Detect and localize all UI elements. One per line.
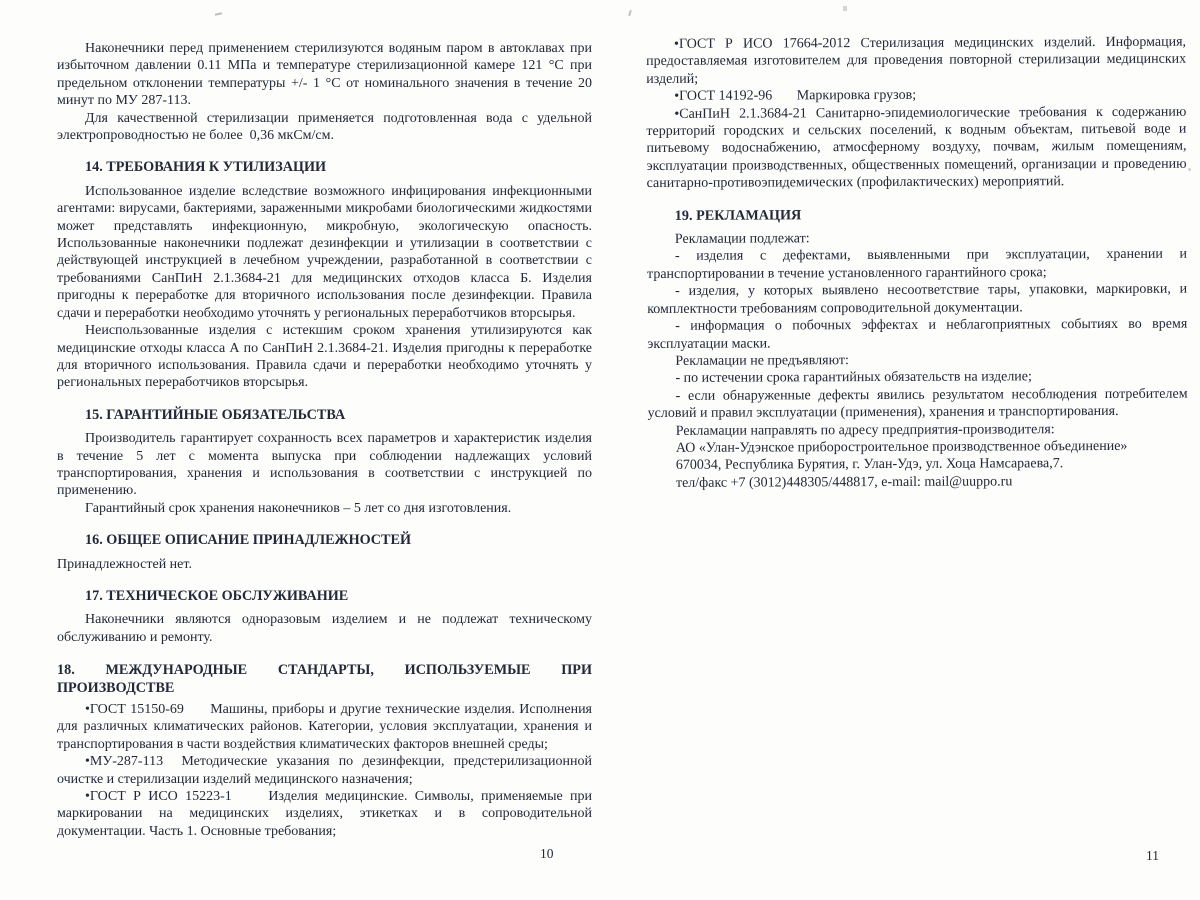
page-right — [646, 34, 1188, 493]
section-heading-14: 14. ТРЕБОВАНИЯ К УТИЛИЗАЦИИ — [85, 159, 327, 176]
paragraph: Для качественной стерилизации применяется подготовленная вода с удельной электропроводностью не более 0,36 мкСм/см. — [57, 110, 592, 144]
page-left — [57, 40, 592, 840]
paragraph: - если обнаруженные дефекты явились результатом несоблюдения потребителем условий и правил эксплуатации (применения), хранения и транспортирования. — [647, 386, 1188, 422]
section-heading-17: 17. ТЕХНИЧЕСКОЕ ОБСЛУЖИВАНИЕ — [85, 587, 349, 604]
paragraph: Наконечники перед применением стерилизуются водяным паром в автоклавах при избыточном давлении 0.11 МПа и температуре стерилизационной камере 121 °С при предельном отклонении температуры +/- 1 °С от номинального значения в течение 20 минут по МУ 287-113. — [57, 41, 592, 109]
page-number: 11 — [1146, 848, 1159, 863]
paragraph: Рекламации не предъявляют: — [675, 353, 849, 369]
paragraph: - по истечении срока гарантийных обязательств на изделие; — [675, 369, 1032, 387]
paragraph: Принадлежностей нет. — [57, 556, 192, 572]
bullet-item: •СанПиН 2.1.3684-21 Санитарно-эпидемиологические требования к содержанию территорий городских и сельских поселений, к водным объектам, питьевой воде и питьевому водоснабжению, атмосферному воздуху, почвам, жилым помещениям, эксплуатации производственных, общественных помещений, организации и проведению санитарно-противоэпидемических (профилактических) мероприятий. — [646, 104, 1187, 192]
paragraph: Производитель гарантирует сохранность всех параметров и характеристик изделия в течение 5 лет с момента выпуска при соблюдении надлежащих условий транспортирования, хранения и использования в соответствии с инструкцией по применению. — [57, 431, 592, 499]
paragraph: Гарантийный срок хранения наконечников – 5 лет со дня изготовления. — [85, 500, 512, 516]
paragraph: 670034, Республика Бурятия, г. Улан-Удэ, ул. Хоца Намсараева,7. — [675, 456, 1064, 474]
bullet-item: •ГОСТ 15150-69 Машины, приборы и другие технические изделия. Исполнения для различных климатических районов. Категории, условия эксплуатации, хранения и транспортирования в части воздействия климатических факторов внешней среды; — [57, 702, 592, 752]
paragraph: Рекламации направлять по адресу предприятия-производителя: — [675, 421, 1055, 439]
bullet-item: •ГОСТ 14192-96 Маркировка грузов; — [674, 88, 917, 105]
scan-artifact — [215, 12, 222, 15]
bullet-item: •МУ-287-113 Методические указания по дезинфекции, предстерилизационной очистке и стерилизации изделий медицинского назначения; — [57, 754, 592, 787]
paragraph: Наконечники являются одноразовым изделием и не подлежат техническому обслуживанию и ремонту. — [57, 612, 592, 645]
section-heading-15: 15. ГАРАНТИЙНЫЕ ОБЯЗАТЕЛЬСТВА — [85, 406, 346, 423]
section-heading-18: 18. МЕЖДУНАРОДНЫЕ СТАНДАРТЫ, ИСПОЛЬЗУЕМЫЕ ПРИ ПРОИЗВОДСТВЕ — [57, 662, 592, 696]
section-heading-19: 19. РЕКЛАМАЦИЯ — [674, 206, 802, 224]
bullet-item: •ГОСТ Р ИСО 15223-1 Изделия медицинские. Символы, применяемые при маркировании на медицинских изделиях, этикетках и в сопроводительной документации. Часть 1. Основные требования; — [57, 789, 592, 839]
paragraph: - изделия с дефектами, выявленными при эксплуатации, хранении и транспортировании в течение установленного гарантийного срока; — [647, 247, 1187, 282]
paragraph: Рекламации подлежат: — [674, 231, 810, 247]
section-heading-16: 16. ОБЩЕЕ ОПИСАНИЕ ПРИНАДЛЕЖНОСТЕЙ — [85, 532, 412, 549]
bullet-item: •ГОСТ Р ИСО 17664-2012 Стерилизация медицинских изделий. Информация, предоставляемая изготовителем для проведения повторной стерилизации медицинских изделий; — [646, 34, 1187, 87]
paragraph: - изделия, у которых выявлено несоответствие тары, упаковки, маркировки, и комплектности требованиям сопроводительной документации. — [647, 281, 1188, 317]
scan-artifact — [1188, 168, 1191, 171]
paragraph: тел/факс +7 (3012)448305/448817, e-mail: mail@uuppo.ru — [675, 474, 1013, 491]
paragraph: - информация о побочных эффектах и неблагоприятных событиях во время эксплуатации маски. — [647, 316, 1188, 352]
scan-artifact — [628, 10, 632, 16]
scan-artifact — [843, 6, 847, 11]
page-number: 10 — [540, 846, 554, 861]
paragraph: Неиспользованные изделия с истекшим сроком хранения утилизируются как медицинские отходы класса А по СанПиН 2.1.3684-21. Изделия пригодны к переработке для вторичного использования. Правила сдачи и переработки необходимо уточнять у региональных переработчиков вторсырья. — [57, 323, 592, 391]
paragraph: АО «Улан-Удэнское приборостроительное производственное объединение» — [675, 438, 1128, 456]
paragraph: Использованное изделие вследствие возможного инфицирования инфекционными агентами: вирусами, бактериями, зараженными микробами биологическими жидкостями может представлять инфекционную, микробную, экологическую опасность. Использованные наконечники подлежат дезинфекции и утилизации в соответствии с действующей инструкцией в лечебном учреждении, разработанной в соответствии с требованиями СанПиН 2.1.3684-21 для медицинских отходов класса Б. Изделия пригодны к переработке для вторичного использования после дезинфекции. Правила сдачи и переработки необходимо уточнять у региональных переработчиков вторсырья. — [57, 183, 592, 321]
